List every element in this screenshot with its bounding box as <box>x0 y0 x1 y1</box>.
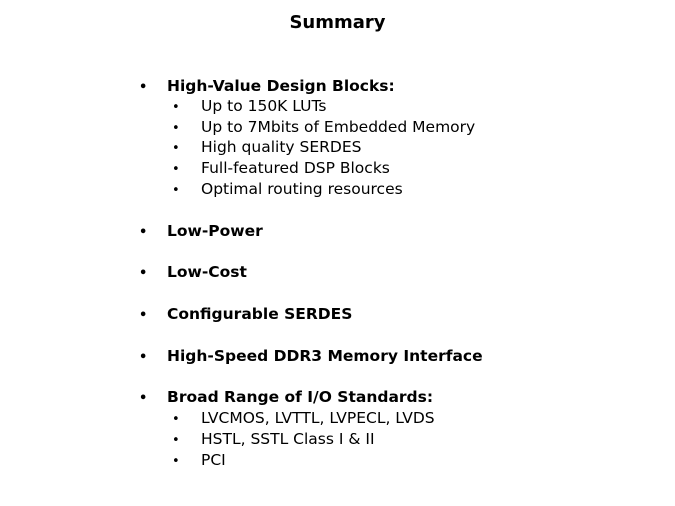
slide-title: Summary <box>289 12 386 33</box>
sub-bullet-text: LVCMOS, LVTTL, LVPECL, LVDS <box>201 409 435 427</box>
bullet-item-io-standards <box>139 386 433 408</box>
sub-bullet-item <box>172 96 326 117</box>
bullet-icon: • <box>172 412 180 427</box>
bullet-icon: • <box>172 100 180 115</box>
bullet-item-ddr3-interface <box>139 345 483 367</box>
bullet-icon: • <box>139 308 148 323</box>
bullet-item-low-cost <box>139 261 247 283</box>
bullet-text: Broad Range of I/O Standards: <box>167 388 434 406</box>
sub-bullet-text: Optimal routing resources <box>201 180 403 198</box>
bullet-text: Low-Power <box>167 222 263 240</box>
sub-bullet-item <box>172 179 403 200</box>
sub-bullet-item <box>172 408 435 429</box>
bullet-icon: • <box>172 141 180 156</box>
sub-bullet-text: Up to 7Mbits of Embedded Memory <box>201 118 476 136</box>
bullet-text: Low-Cost <box>167 263 247 281</box>
bullet-text: High-Value Design Blocks: <box>167 77 395 95</box>
sub-bullet-item <box>172 117 475 138</box>
bullet-icon: • <box>139 350 148 365</box>
sub-bullet-text: HSTL, SSTL Class I & II <box>201 430 375 448</box>
bullet-icon: • <box>172 433 180 448</box>
sub-bullet-text: Up to 150K LUTs <box>201 97 327 115</box>
sub-bullet-item <box>172 450 226 471</box>
bullet-text: High-Speed DDR3 Memory Interface <box>167 347 483 365</box>
sub-bullet-item <box>172 137 361 158</box>
bullet-item-design-blocks <box>139 75 395 97</box>
bullet-icon: • <box>139 266 148 281</box>
bullet-icon: • <box>172 121 180 136</box>
bullet-icon: • <box>139 225 148 240</box>
bullet-item-low-power <box>139 220 263 242</box>
bullet-icon: • <box>172 162 180 177</box>
bullet-icon: • <box>139 80 148 95</box>
sub-bullet-item <box>172 429 375 450</box>
bullet-item-configurable-serdes <box>139 303 352 325</box>
sub-bullet-text: Full-featured DSP Blocks <box>201 159 390 177</box>
sub-bullet-item <box>172 158 390 179</box>
sub-bullet-text: PCI <box>201 451 226 469</box>
bullet-icon: • <box>172 454 180 469</box>
sub-bullet-text: High quality SERDES <box>201 138 362 156</box>
bullet-text: Configurable SERDES <box>167 305 353 323</box>
bullet-icon: • <box>139 391 148 406</box>
bullet-icon: • <box>172 183 180 198</box>
